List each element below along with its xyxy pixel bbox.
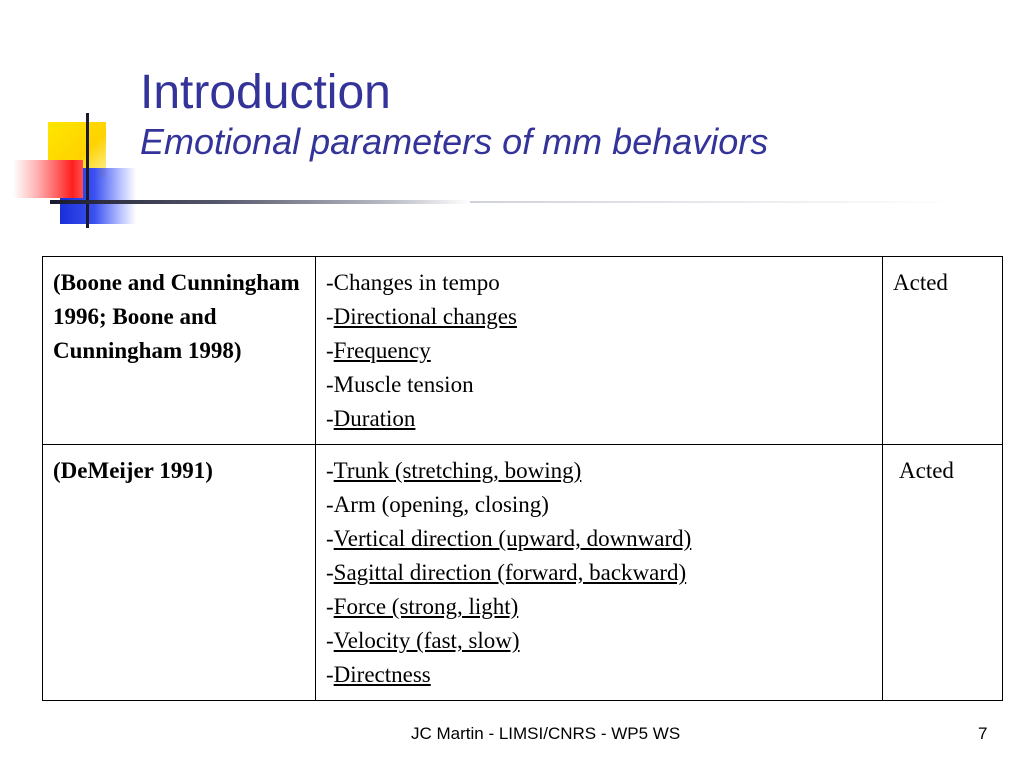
- parameters-cell: [316, 445, 883, 701]
- type-text: Acted: [893, 270, 948, 295]
- parameter-text: Duration: [333, 406, 416, 431]
- type-cell: [883, 257, 1003, 445]
- page-number: 7: [978, 724, 988, 743]
- bullet-dash: -: [326, 526, 334, 551]
- title-divider-fade: [470, 201, 960, 203]
- type-text: Acted: [899, 458, 954, 483]
- parameter-text: Vertical direction (upward, downward): [333, 526, 692, 551]
- parameter-text: Trunk (stretching, bowing): [333, 458, 582, 483]
- decor-vertical-line: [86, 113, 89, 228]
- footer-text: JC Martin - LIMSI/CNRS - WP5 WS: [411, 724, 681, 743]
- parameter-item: [326, 590, 872, 624]
- bullet-dash: -: [326, 628, 334, 653]
- paren-open: (: [53, 458, 61, 483]
- paren-close: ): [233, 338, 242, 363]
- parameter-text: Directness: [333, 662, 431, 687]
- reference-text: DeMeijer 1991: [60, 458, 206, 483]
- parameter-item: [326, 402, 872, 436]
- title-divider-line: [50, 200, 470, 204]
- type-cell: [883, 445, 1003, 701]
- parameter-text: Frequency: [333, 338, 431, 363]
- table-row: [43, 257, 1003, 445]
- reference-cell: [43, 257, 316, 445]
- bullet-dash: -: [326, 662, 334, 687]
- bullet-dash: -: [326, 338, 334, 363]
- parameter-item: [326, 488, 872, 522]
- bullet-dash: -: [326, 594, 334, 619]
- bullet-dash: -: [326, 458, 334, 483]
- parameter-text: Force (strong, light): [333, 594, 519, 619]
- parameter-item: [326, 522, 872, 556]
- parameter-item: [326, 658, 872, 692]
- parameter-text: Changes in tempo: [333, 270, 500, 295]
- bullet-dash: -: [326, 492, 334, 517]
- parameter-item: [326, 266, 872, 300]
- slide-title-block: [140, 66, 768, 164]
- parameter-text: Sagittal direction (forward, backward): [333, 560, 687, 585]
- parameters-table: [42, 256, 1003, 701]
- parameter-text: Muscle tension: [333, 372, 474, 397]
- reference-cell: [43, 445, 316, 701]
- reference-text: Boone and Cunningham 1996; Boone and Cunningham 1998: [53, 270, 300, 363]
- parameter-item: [326, 624, 872, 658]
- parameter-text: Velocity (fast, slow): [333, 628, 520, 653]
- bullet-dash: -: [326, 406, 334, 431]
- paren-open: (: [53, 270, 61, 295]
- slide-subtitle: Emotional parameters of mm behaviors: [140, 121, 769, 162]
- parameter-item: [326, 454, 872, 488]
- slide-title: Introduction: [140, 66, 391, 119]
- decor-red-square: [13, 160, 83, 198]
- parameter-item: [326, 300, 872, 334]
- paren-close: ): [205, 458, 213, 483]
- parameter-text: Arm (opening, closing): [333, 492, 549, 517]
- bullet-dash: -: [326, 560, 334, 585]
- bullet-dash: -: [326, 372, 334, 397]
- table-row: [43, 445, 1003, 701]
- parameter-item: [326, 368, 872, 402]
- parameter-item: [326, 334, 872, 368]
- parameter-item: [326, 556, 872, 590]
- bullet-dash: -: [326, 304, 334, 329]
- parameter-text: Directional changes: [333, 304, 517, 329]
- bullet-dash: -: [326, 270, 334, 295]
- parameters-cell: [316, 257, 883, 445]
